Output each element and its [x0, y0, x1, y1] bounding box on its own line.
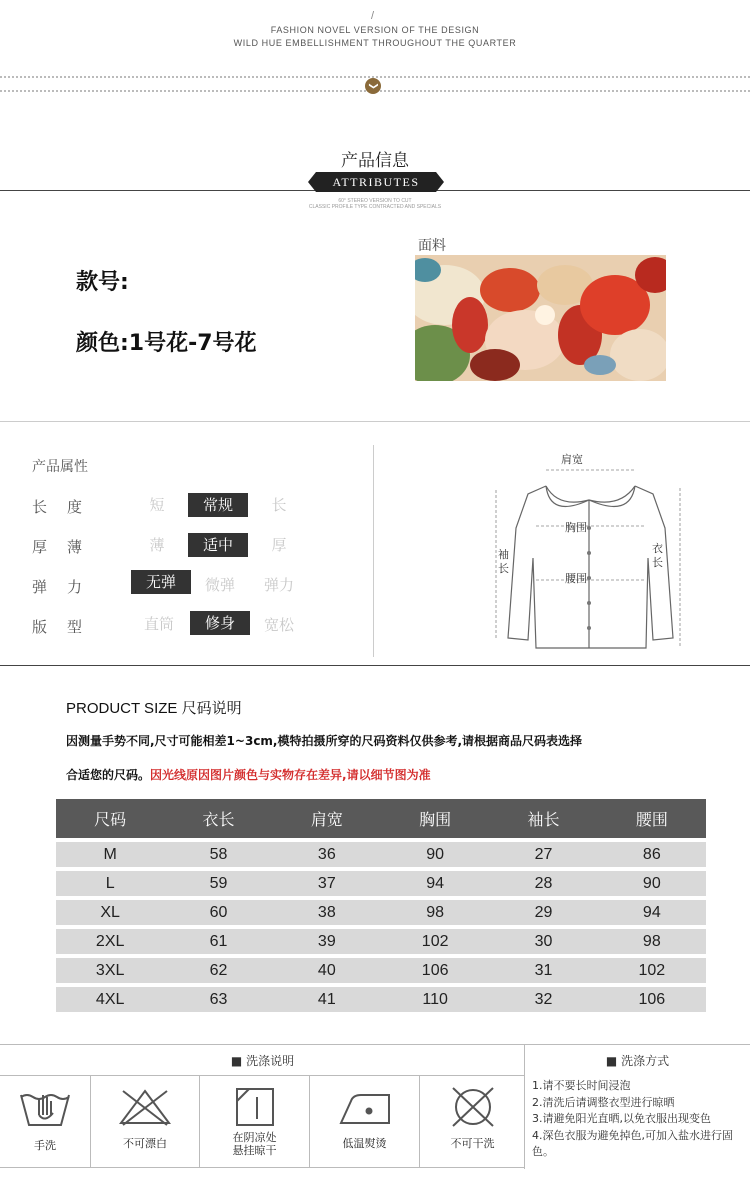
column-header: 胸围 [381, 799, 489, 838]
table-cell: 3XL [56, 958, 164, 983]
column-header: 尺码 [56, 799, 164, 838]
wash-cell-no-dry-clean [420, 1075, 525, 1167]
table-cell: 98 [598, 929, 706, 954]
table-cell: 39 [273, 929, 381, 954]
wash-cell-hand-wash [0, 1075, 91, 1167]
table-cell: 32 [489, 987, 597, 1012]
wash-note: 1.请不要长时间浸泡 [532, 1079, 631, 1092]
option-thin: 薄 [149, 536, 165, 554]
option-straight: 直筒 [143, 615, 174, 633]
table-cell: L [56, 871, 164, 896]
table-cell: 61 [164, 929, 272, 954]
option-long: 长 [271, 496, 287, 514]
divider [0, 1167, 525, 1168]
page-header [0, 0, 750, 110]
table-cell: 62 [164, 958, 272, 983]
table-cell: XL [56, 900, 164, 925]
hand-wash-icon [17, 1085, 73, 1129]
label-shoulder: 肩宽 [561, 453, 583, 466]
property-name: 弹力 [32, 578, 103, 596]
size-chart-title: PRODUCT SIZE 尺码说明 [66, 700, 242, 717]
table-row [56, 842, 706, 867]
wash-cell-low-iron [310, 1075, 420, 1167]
property-name: 版型 [32, 618, 103, 636]
table-cell: 106 [598, 987, 706, 1012]
washing-instructions-header: ■ 洗涤说明 [230, 1054, 295, 1068]
divider [0, 421, 750, 422]
color-disclaimer: 因光线原因图片颜色与实物存在差异,请以细节图为准 [150, 768, 431, 782]
fabric-label: 面料 [418, 238, 446, 254]
table-cell: 94 [381, 871, 489, 896]
table-cell: 40 [273, 958, 381, 983]
style-number-label: 款号: [76, 270, 129, 295]
label-sleeve: 袖长 [498, 548, 509, 575]
size-note-2 [66, 766, 431, 783]
wash-note: 2.清洗后请调整衣型进行晾晒 [532, 1095, 675, 1109]
fabric-swatch-image [415, 255, 666, 381]
table-cell: 41 [273, 987, 381, 1012]
divider [0, 1044, 750, 1045]
wash-cell-line-dry [200, 1075, 310, 1167]
table-cell: 28 [489, 871, 597, 896]
table-cell: 106 [381, 958, 489, 983]
label-waist: 腰围 [565, 572, 587, 585]
table-row [56, 900, 706, 925]
attributes-subtitle-2: CLASSIC PROFILE TYPE CONTRACTED AND SPECIALS [308, 204, 442, 210]
option-slim-selected: 修身 [190, 611, 250, 635]
table-cell: 38 [273, 900, 381, 925]
chevron-down-icon: ❯ [365, 78, 381, 94]
washing-method-header: ■ 洗涤方式 [605, 1054, 670, 1068]
table-row [56, 929, 706, 954]
column-header: 袖长 [489, 799, 597, 838]
table-header-row [56, 799, 706, 838]
table-cell: 58 [164, 842, 272, 867]
floral-print-image [415, 255, 666, 381]
divider [0, 665, 750, 666]
label-chest: 胸围 [565, 521, 587, 534]
header-slash: / [371, 10, 375, 22]
wash-cell-no-bleach [91, 1075, 200, 1167]
line-dry-shade-icon [227, 1085, 283, 1129]
wash-label: 在阴凉处 悬挂晾干 [232, 1131, 277, 1157]
column-header: 腰围 [598, 799, 706, 838]
table-cell: 37 [273, 871, 381, 896]
section-title-product-info: 产品信息 [341, 151, 409, 171]
option-medium-selected: 适中 [188, 533, 248, 557]
table-cell: 36 [273, 842, 381, 867]
table-row [56, 871, 706, 896]
option-loose: 宽松 [263, 616, 294, 634]
shirt-measurement-diagram [488, 448, 688, 658]
option-slight-stretch: 微弹 [204, 576, 235, 594]
table-cell: 102 [598, 958, 706, 983]
size-note-black: 合适您的尺码。 [66, 768, 151, 782]
size-table [56, 795, 706, 1016]
table-cell: 90 [381, 842, 489, 867]
column-header: 肩宽 [273, 799, 381, 838]
table-cell: 29 [489, 900, 597, 925]
table-cell: 86 [598, 842, 706, 867]
label-length: 衣长 [652, 542, 663, 569]
option-short: 短 [149, 496, 165, 514]
table-cell: 2XL [56, 929, 164, 954]
table-cell: M [56, 842, 164, 867]
low-iron-icon [337, 1085, 393, 1129]
table-row [56, 958, 706, 983]
washing-notes [532, 1078, 750, 1161]
option-regular-selected: 常规 [188, 493, 248, 517]
header-tagline-1: FASHION NOVEL VERSION OF THE DESIGN [270, 25, 480, 35]
wash-label: 手洗 [34, 1139, 56, 1152]
color-label: 颜色:1号花-7号花 [76, 331, 257, 356]
no-dry-clean-icon [445, 1085, 501, 1129]
wash-label: 低温熨烫 [342, 1137, 387, 1150]
table-cell: 60 [164, 900, 272, 925]
table-cell: 31 [489, 958, 597, 983]
table-cell: 27 [489, 842, 597, 867]
table-cell: 98 [381, 900, 489, 925]
table-cell: 59 [164, 871, 272, 896]
option-no-stretch-selected: 无弹 [131, 570, 191, 594]
table-cell: 94 [598, 900, 706, 925]
wash-label: 不可漂白 [123, 1137, 167, 1150]
option-thick: 厚 [271, 536, 287, 554]
table-cell: 102 [381, 929, 489, 954]
table-cell: 63 [164, 987, 272, 1012]
vertical-divider [373, 445, 374, 657]
option-stretch: 弹力 [263, 576, 294, 594]
property-name: 长度 [32, 498, 103, 516]
attributes-subtitle [0, 198, 750, 210]
property-name: 厚薄 [32, 538, 103, 556]
size-note: 因测量手势不同,尺寸可能相差1~3cm,模特拍摄所穿的尺码资料仅供参考,请根据商品尺码表选择 [66, 734, 583, 748]
wash-note: 3.请避免阳光直晒,以免衣服出现变色 [532, 1112, 711, 1125]
wash-label: 不可干洗 [450, 1137, 495, 1150]
attributes-subtitle-1: 60° STEREO VERSION TO CUT [338, 198, 412, 204]
no-bleach-icon [117, 1085, 173, 1129]
product-properties-title: 产品属性 [32, 459, 88, 475]
header-tagline-2: WILD HUE EMBELLISHMENT THROUGHOUT THE QUARTER [233, 38, 517, 48]
table-cell: 30 [489, 929, 597, 954]
attributes-ribbon: ATTRIBUTES [316, 172, 436, 192]
column-header: 衣长 [164, 799, 272, 838]
table-cell: 110 [381, 987, 489, 1012]
table-row [56, 987, 706, 1012]
table-cell: 4XL [56, 987, 164, 1012]
wash-note: 4.深色衣服为避免掉色,可加入盐水进行固色。 [532, 1128, 733, 1158]
table-cell: 90 [598, 871, 706, 896]
